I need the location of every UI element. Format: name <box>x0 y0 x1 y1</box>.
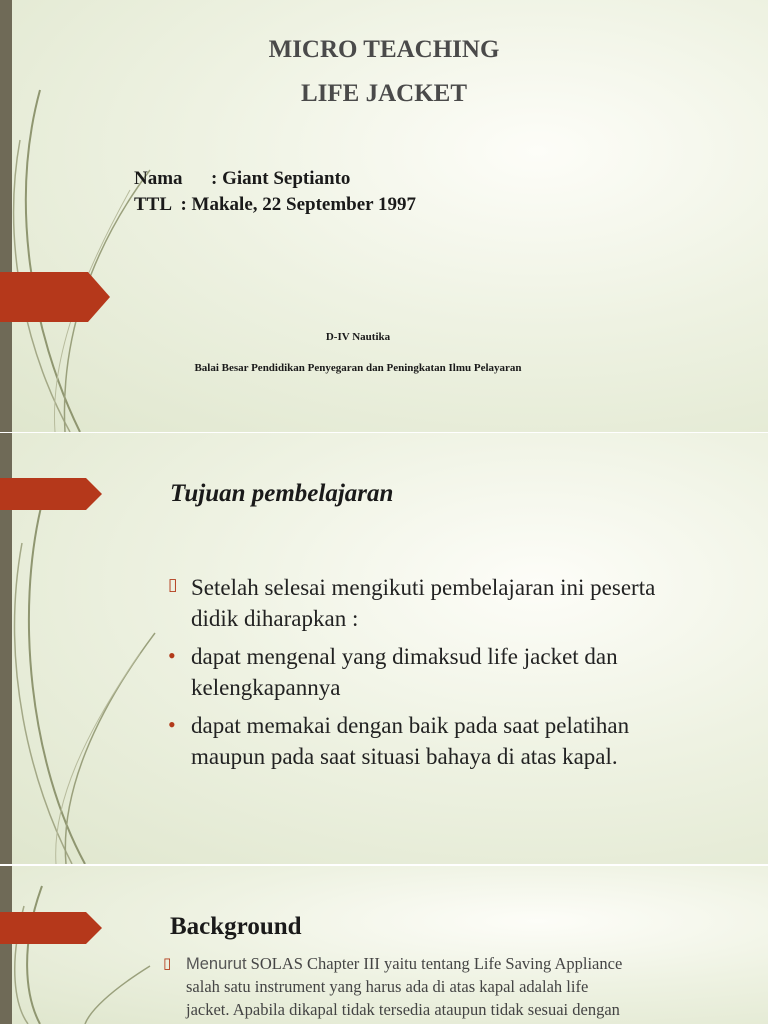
name-line: Nama : Giant Septianto <box>134 168 351 189</box>
bullet-icon: ▯ <box>163 956 172 972</box>
background-line-1-rest: SOLAS Chapter III yaitu tentang Life Saving Appliance <box>246 954 623 973</box>
background-lead-word: Menurut <box>186 955 247 973</box>
arrow-tab <box>0 272 110 322</box>
objective-item-2-line-1: dapat mengenal yang dimaksud life jacket dan <box>191 644 618 669</box>
objective-item-1-line-1: Setelah selesai mengikuti pembelajaran ini peserta <box>191 575 656 600</box>
objective-item-3-line-2: maupun pada saat situasi bahaya di atas kapal. <box>191 744 618 769</box>
section-heading: Background <box>170 913 302 940</box>
institution-label: Balai Besar Pendidikan Penyegaran dan Peningkatan Ilmu Pelayaran <box>194 362 522 374</box>
slide-1 <box>0 0 768 432</box>
title-line-2: LIFE JACKET <box>300 80 467 107</box>
background-line-2: salah satu instrument yang harus ada di atas kapal adalah life <box>186 977 589 996</box>
program-label: D-IV Nautika <box>325 331 391 343</box>
slide-3 <box>0 866 768 1024</box>
objective-item-2-line-2: kelengkapannya <box>191 675 341 700</box>
slide-2 <box>0 433 768 864</box>
objective-item-3-line-1: dapat memakai dengan baik pada saat pelatihan <box>191 713 630 738</box>
bullet-icon: • <box>168 643 176 668</box>
background-line-3: jacket. Apabila dikapal tidak tersedia ataupun tidak sesuai dengan <box>186 1000 620 1019</box>
bullet-icon: • <box>168 712 176 737</box>
background-line-1 <box>186 952 622 976</box>
ttl-line: TTL : Makale, 22 September 1997 <box>134 194 417 215</box>
objective-item-1-line-2: didik diharapkan : <box>191 606 359 631</box>
arrow-tab <box>0 912 102 944</box>
bullet-icon: ▯ <box>168 575 178 594</box>
arrow-tab <box>0 478 102 510</box>
title-line-1: MICRO TEACHING <box>268 36 500 63</box>
section-heading: Tujuan pembelajaran <box>170 480 394 507</box>
decorative-curves <box>0 866 170 1024</box>
